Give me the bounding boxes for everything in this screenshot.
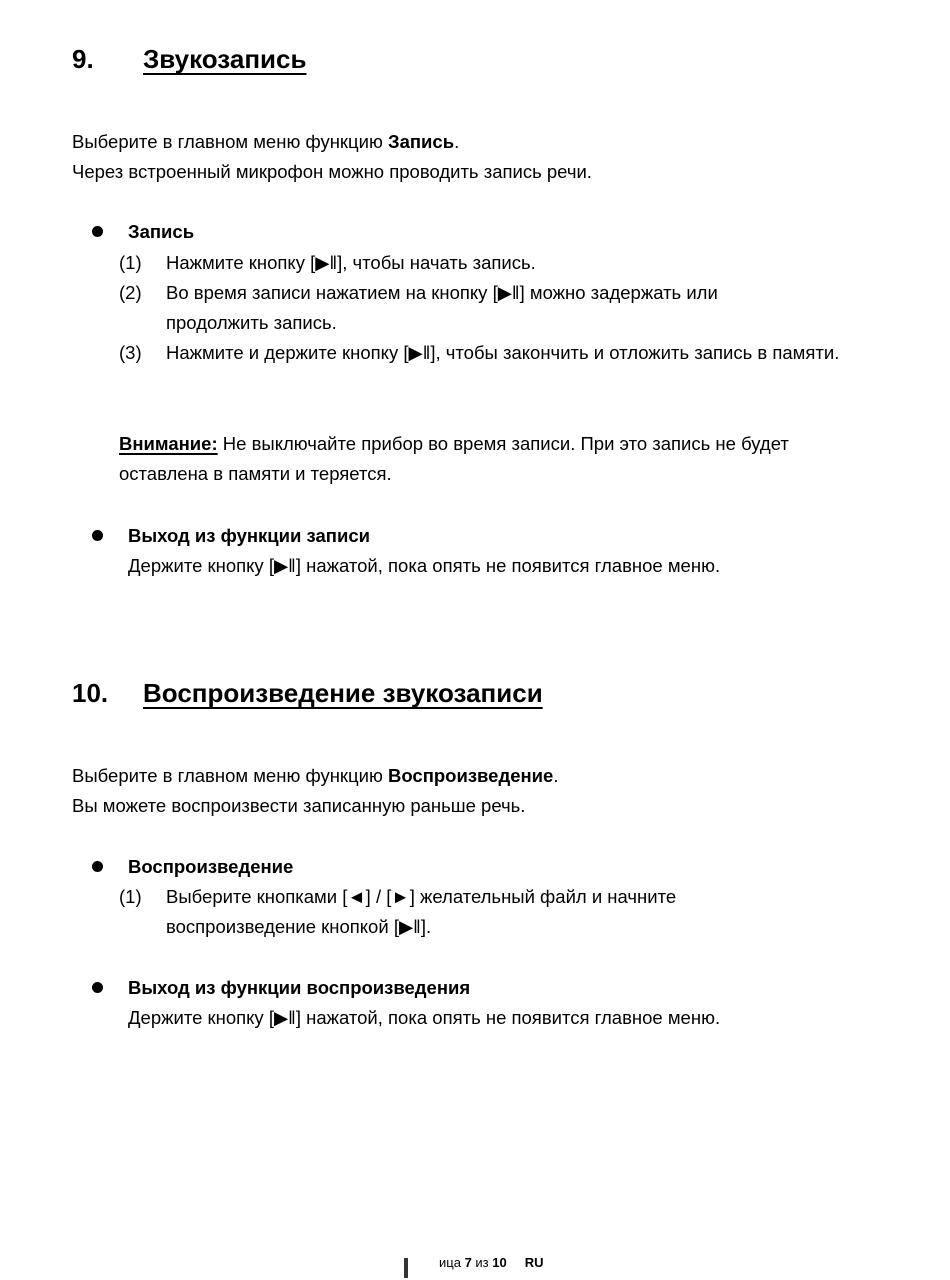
list-item-number: (1) [119,252,142,273]
section-9-heading [72,44,872,78]
section-10-heading [72,678,872,712]
footer-total: 10 [492,1255,507,1270]
bullet-icon [92,226,103,237]
intro-period: . [553,765,559,786]
bullet-title-record: Запись [128,221,195,242]
list-item-number: (1) [119,886,142,907]
section-10-intro-line2: Вы можете воспроизвести записанную раньше речь. [72,795,526,816]
bullet-icon [92,982,103,993]
footer-of: из [471,1255,493,1270]
section-9-intro-line1 [72,127,459,157]
intro-bold-term: Воспроизведение [387,765,554,786]
section-title: Звукозапись [143,44,307,74]
bullet-icon [92,861,103,872]
bullet-text-exit-record: Держите кнопку [▶ǁ] нажатой, пока опять не появится главное меню. [128,555,721,576]
list-item-text: Нажмите кнопку [▶ǁ], чтобы начать запись. [166,252,536,273]
warning-note [119,429,869,489]
footer-prefix: ица [439,1255,465,1270]
section-10-intro-line1 [72,761,558,791]
bullet-text-exit-playback: Держите кнопку [▶ǁ] нажатой, пока опять не появится главное меню. [128,1007,721,1028]
intro-text: Выберите в главном меню функцию [72,131,388,152]
list-item-number: (2) [119,282,142,303]
warning-label: Внимание: [119,433,218,454]
list-item-text: Нажмите и держите кнопку [▶ǁ], чтобы закончить и отложить запись в памяти. [166,342,840,363]
bullet-title-exit-record: Выход из функции записи [128,525,371,546]
bullet-icon [92,530,103,541]
section-number: 10. [72,678,109,708]
bullet-title-exit-playback: Выход из функции воспроизведения [128,977,471,998]
intro-text: Выберите в главном меню функцию [72,765,388,786]
list-item-text: Выберите кнопками [◄] / [►] желательный файл и начните воспроизведение кнопкой [▶ǁ]. [166,886,677,937]
warning-text: Не выключайте прибор во время записи. При это запись не будет оставлена в памяти и теряется. [119,433,789,484]
bullet-title-playback: Воспроизведение [128,856,294,877]
list-item-text: Во время записи нажатием на кнопку [▶ǁ] можно задержать или продолжить запись. [166,282,718,333]
section-number: 9. [72,44,94,74]
section-9-intro-line2: Через встроенный микрофон можно проводить запись речи. [72,161,592,182]
intro-bold-term: Запись [387,131,455,152]
footer-divider [404,1258,408,1278]
footer-lang: RU [524,1255,544,1270]
list-item-number: (3) [119,342,142,363]
section-title: Воспроизведение звукозаписи [143,678,543,708]
intro-period: . [454,131,460,152]
page-footer [439,1255,544,1270]
footer-page: 7 [464,1255,472,1270]
